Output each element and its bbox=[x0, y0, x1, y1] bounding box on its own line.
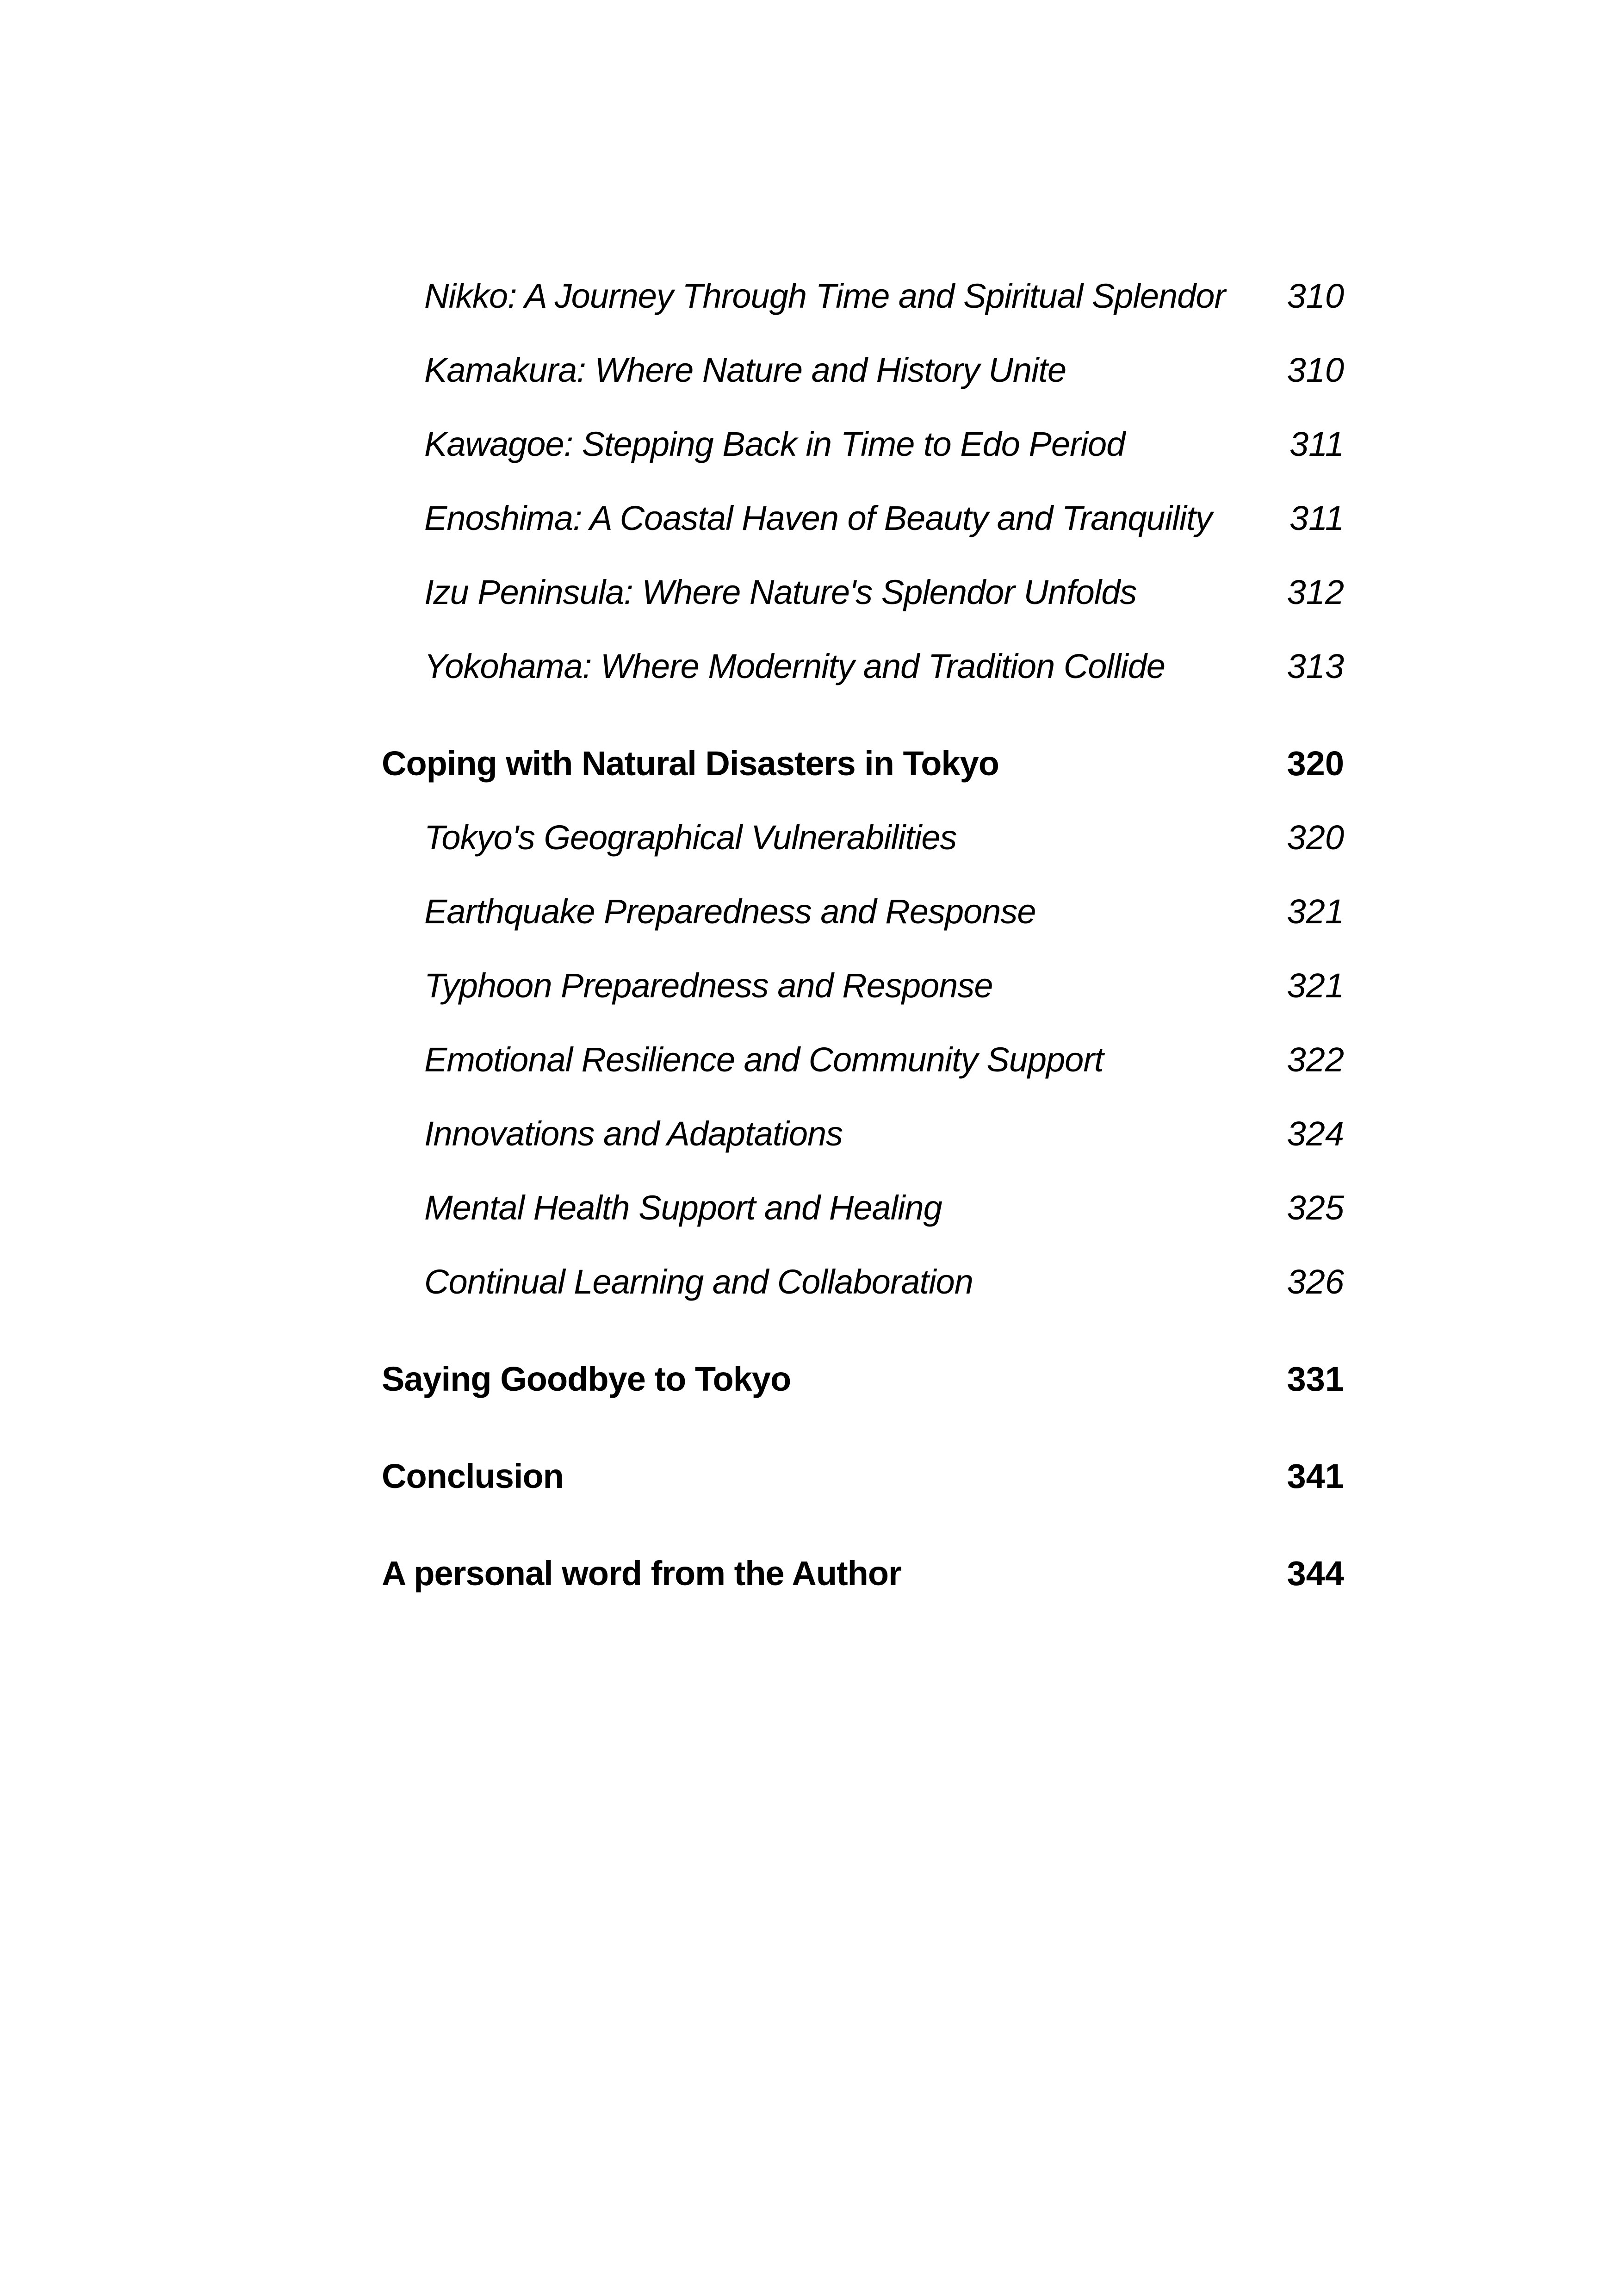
toc-entry-title: Kamakura: Where Nature and History Unite bbox=[424, 351, 1066, 389]
toc-entry-page: 312 bbox=[1287, 573, 1344, 611]
toc-entry-title: Innovations and Adaptations bbox=[424, 1114, 843, 1153]
toc-entry-mental-health[interactable] bbox=[382, 1171, 1344, 1245]
toc-entry-title: Kawagoe: Stepping Back in Time to Edo Period bbox=[424, 425, 1125, 463]
toc-chapter-title: A personal word from the Author bbox=[382, 1554, 901, 1593]
toc-chapter-personal-word[interactable] bbox=[382, 1537, 1344, 1611]
toc-entry-page: 325 bbox=[1287, 1188, 1344, 1227]
toc-entry-page: 321 bbox=[1287, 966, 1344, 1005]
toc-entry-page: 320 bbox=[1287, 818, 1344, 857]
toc-entry-title: Izu Peninsula: Where Nature's Splendor Unfolds bbox=[424, 573, 1137, 611]
toc-entry-emotional-resilience[interactable] bbox=[382, 1023, 1344, 1097]
toc-entry-kawagoe[interactable] bbox=[382, 407, 1344, 481]
toc-entry-geographical-vulnerabilities[interactable] bbox=[382, 801, 1344, 875]
toc-chapter-title: Saying Goodbye to Tokyo bbox=[382, 1360, 791, 1398]
toc-entry-page: 311 bbox=[1289, 499, 1344, 537]
toc-chapter-page: 344 bbox=[1287, 1554, 1344, 1593]
toc-entry-page: 313 bbox=[1287, 647, 1344, 685]
toc-chapter-page: 341 bbox=[1287, 1457, 1344, 1495]
toc-entry-innovations[interactable] bbox=[382, 1097, 1344, 1171]
toc-entry-earthquake-preparedness[interactable] bbox=[382, 875, 1344, 949]
toc-entry-title: Yokohama: Where Modernity and Tradition Collide bbox=[424, 647, 1165, 685]
toc-chapter-page: 331 bbox=[1287, 1360, 1344, 1398]
toc-entry-page: 326 bbox=[1287, 1263, 1344, 1301]
table-of-contents bbox=[382, 259, 1344, 1611]
toc-chapter-conclusion[interactable] bbox=[382, 1439, 1344, 1513]
toc-chapter-natural-disasters[interactable] bbox=[382, 727, 1344, 801]
toc-chapter-title: Conclusion bbox=[382, 1457, 564, 1495]
toc-chapter-saying-goodbye[interactable] bbox=[382, 1342, 1344, 1416]
toc-entry-nikko[interactable] bbox=[382, 259, 1344, 333]
toc-entry-page: 324 bbox=[1287, 1114, 1344, 1153]
toc-entry-title: Nikko: A Journey Through Time and Spiritual Splendor bbox=[424, 277, 1226, 315]
toc-entry-izu-peninsula[interactable] bbox=[382, 555, 1344, 629]
toc-entry-page: 310 bbox=[1287, 351, 1344, 389]
toc-entry-page: 322 bbox=[1287, 1040, 1344, 1079]
toc-entry-title: Continual Learning and Collaboration bbox=[424, 1263, 973, 1301]
toc-entry-title: Mental Health Support and Healing bbox=[424, 1188, 942, 1227]
toc-entry-continual-learning[interactable] bbox=[382, 1245, 1344, 1319]
toc-entry-enoshima[interactable] bbox=[382, 481, 1344, 555]
toc-entry-title: Enoshima: A Coastal Haven of Beauty and Tranquility bbox=[424, 499, 1212, 537]
toc-entry-typhoon-preparedness[interactable] bbox=[382, 949, 1344, 1023]
toc-entry-page: 311 bbox=[1289, 425, 1344, 463]
toc-entry-title: Emotional Resilience and Community Support bbox=[424, 1040, 1103, 1079]
toc-entry-title: Earthquake Preparedness and Response bbox=[424, 892, 1036, 931]
toc-entry-yokohama[interactable] bbox=[382, 629, 1344, 703]
toc-entry-title: Tokyo's Geographical Vulnerabilities bbox=[424, 818, 957, 857]
toc-entry-page: 321 bbox=[1287, 892, 1344, 931]
toc-chapter-page: 320 bbox=[1287, 744, 1344, 783]
toc-entry-title: Typhoon Preparedness and Response bbox=[424, 966, 993, 1005]
toc-entry-page: 310 bbox=[1287, 277, 1344, 315]
toc-entry-kamakura[interactable] bbox=[382, 333, 1344, 407]
toc-chapter-title: Coping with Natural Disasters in Tokyo bbox=[382, 744, 999, 783]
